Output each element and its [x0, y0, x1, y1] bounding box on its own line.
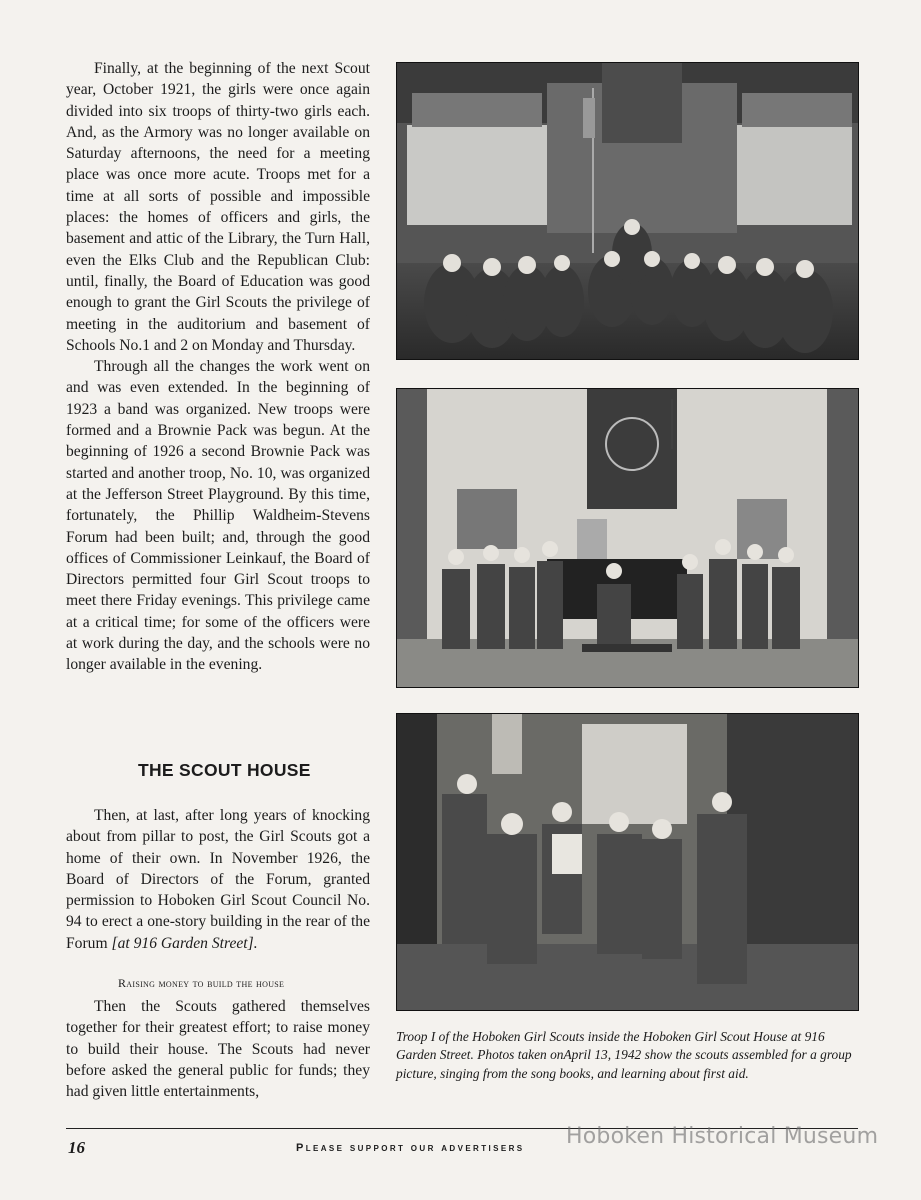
body-column — [66, 58, 370, 676]
paragraph-2: Through all the changes the work went on and was even extended. In the beginning of 1923 a band was organized. New troops were formed and a Brownie Pack was begun. At the beginning of 1926 a second Brownie Pack was started and another troop, No. 10, was organized at the Jefferson Street Playground. By this time, fortunately, the Phillip Waldheim-Stevens Forum had been built; and, through the good offices of Commissioner Leinkauf, the Board of Directors permitted four Girl Scout troops to meet there Friday evenings. This privilege came at a critical time; for some of the officers were at work during the day, and the schools were no longer available in the evening. — [66, 358, 370, 674]
photo-singing — [396, 388, 859, 688]
paragraph-3-address: [at 916 Garden Street]. — [111, 934, 258, 952]
watermark: Hoboken Historical Museum — [566, 1124, 879, 1149]
section-body — [66, 805, 370, 954]
section-body-2 — [66, 996, 370, 1102]
subheading: Raising money to build the house — [118, 976, 285, 990]
photo-caption: Troop I of the Hoboken Girl Scouts inside the Hoboken Girl Scout House at 916 Garden Street. Photos taken onApril 13, 1942 show the scouts assembled for a group picture, singing from the song books, and learning about first aid. — [396, 1029, 852, 1081]
footer-text — [296, 1142, 525, 1154]
paragraph-4: Then the Scouts gathered themselves together for their greatest effort; to raise money to build their house. The Scouts had never before asked the general public for funds; they had given little entertainments, — [66, 998, 370, 1101]
page-number: 16 — [68, 1138, 85, 1157]
photo-first-aid — [396, 713, 859, 1011]
footer-label: Please support our advertisers — [296, 1142, 525, 1154]
paragraph-3 — [66, 805, 370, 954]
paragraph-1: Finally, at the beginning of the next Scout year, October 1921, the girls were once again divided into six troops of thirty-two girls each. And, as the Armory was no longer available on Saturday afternoons, the need for a meeting place was once more acute. Troops met for a time at all sorts of possible and impossible places: the homes of officers and girls, the basement and attic of the Library, the Turn Hall, even the Elks Club and the Republican Club: until, finally, the Board of Education was good enough to grant the Girl Scouts the privilege of meeting in the auditorium and basement of Schools No.1 and 2 on Monday and Thursday. — [66, 60, 370, 354]
photo-group-picture — [396, 62, 859, 360]
section-heading: THE SCOUT HOUSE — [138, 760, 311, 780]
paragraph-3-text: Then, at last, after long years of knocking about from pillar to post, the Girl Scouts got a home of their own. In November 1926, the Board of Directors of the Forum, granted permission to Hoboken Girl Scout Council No. 94 to erect a one-story building in the rear of the Forum — [66, 807, 370, 952]
